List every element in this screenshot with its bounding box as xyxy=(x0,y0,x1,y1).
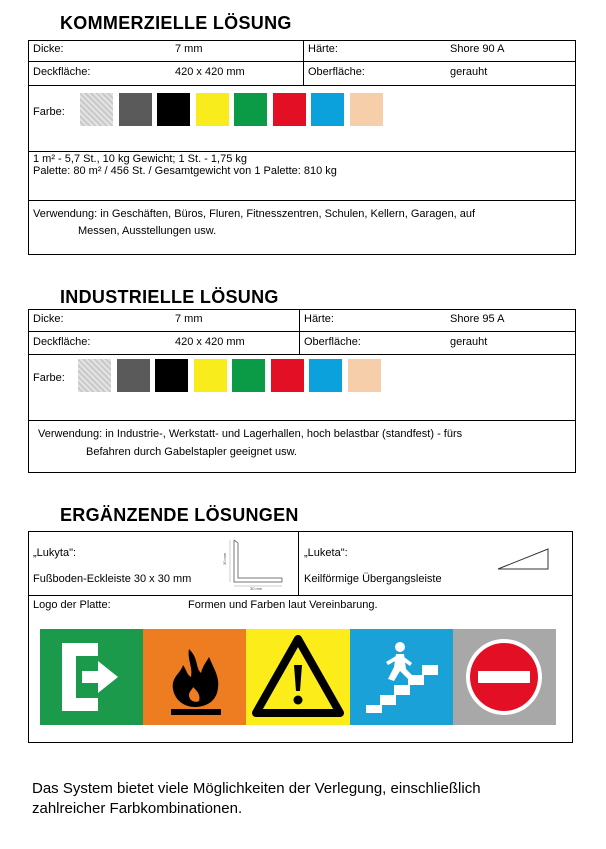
industrial-thickness-label: Dicke: xyxy=(33,313,64,325)
color-swatch xyxy=(117,359,150,392)
commercial-top-value: 420 x 420 mm xyxy=(175,66,245,78)
color-swatch xyxy=(234,93,267,126)
flammable-icon xyxy=(143,629,246,725)
industrial-color-label: Farbe: xyxy=(33,372,65,384)
stairs-exit-icon xyxy=(350,629,453,725)
lukyta-name: „Lukyta": xyxy=(33,547,77,559)
sign-no-entry xyxy=(453,629,556,725)
commercial-hardness-label: Härte: xyxy=(308,43,338,55)
industrial-top-label: Deckfläche: xyxy=(33,336,91,348)
luketa-name: „Luketa": xyxy=(304,547,348,559)
color-swatch xyxy=(155,359,188,392)
no-entry-icon xyxy=(453,629,556,725)
color-swatch xyxy=(348,359,381,392)
color-swatch xyxy=(196,93,229,126)
logo-value: Formen und Farben laut Vereinbarung. xyxy=(188,599,378,611)
color-swatch xyxy=(119,93,152,126)
industrial-usage-line2: Befahren durch Gabelstapler geeignet usw. xyxy=(86,446,297,458)
color-swatch xyxy=(80,93,113,126)
wedge-profile-icon xyxy=(494,545,552,573)
color-swatch xyxy=(78,359,111,392)
emergency-exit-icon xyxy=(40,629,143,725)
commercial-surface-value: gerauht xyxy=(450,66,488,78)
commercial-weight-line1: 1 m² - 5,7 St., 10 kg Gewicht; 1 St. - 1,75 kg xyxy=(33,153,247,165)
commercial-hardness-value: Shore 90 A xyxy=(450,43,505,55)
industrial-top-value: 420 x 420 mm xyxy=(175,336,245,348)
industrial-surface-value: gerauht xyxy=(450,336,488,348)
commercial-usage-line1: Verwendung: in Geschäften, Büros, Fluren, Fitnesszentren, Schulen, Kellern, Garagen, auf xyxy=(33,208,476,220)
color-swatch xyxy=(309,359,342,392)
color-swatch xyxy=(350,93,383,126)
color-swatch xyxy=(157,93,190,126)
industrial-heading: INDUSTRIELLE LÖSUNG xyxy=(60,287,279,307)
commercial-thickness-value: 7 mm xyxy=(175,43,203,55)
lukyta-dim-vertical: 30 mm xyxy=(222,552,227,565)
footer-line2: zahlreicher Farbkombinationen. xyxy=(32,800,243,817)
industrial-usage-line1: Verwendung: in Industrie-, Werkstatt- und Lagerhallen, hoch belastbar (standfest) - fürs xyxy=(38,428,463,440)
commercial-usage-line2: Messen, Ausstellungen usw. xyxy=(78,225,217,237)
sign-flammable xyxy=(143,629,246,725)
commercial-top-label: Deckfläche: xyxy=(33,66,91,78)
sign-emergency-exit xyxy=(40,629,143,725)
lukyta-dim-horizontal: 30 mm xyxy=(250,586,263,591)
logo-label: Logo der Platte: xyxy=(33,599,111,611)
commercial-surface-label: Oberfläche: xyxy=(308,66,365,78)
color-swatch xyxy=(273,93,306,126)
footer-line1: Das System bietet viele Möglichkeiten der Verlegung, einschließlich xyxy=(32,780,481,797)
sign-stairs xyxy=(350,629,453,725)
industrial-hardness-label: Härte: xyxy=(304,313,334,325)
color-swatch xyxy=(311,93,344,126)
luketa-description: Keilförmige Übergangsleiste xyxy=(304,573,442,585)
commercial-heading: KOMMERZIELLE LÖSUNG xyxy=(60,13,292,33)
color-swatch xyxy=(194,359,227,392)
sign-warning xyxy=(246,629,350,725)
commercial-thickness-label: Dicke: xyxy=(33,43,64,55)
industrial-thickness-value: 7 mm xyxy=(175,313,203,325)
warning-icon xyxy=(246,629,350,725)
corner-profile-icon xyxy=(222,535,292,591)
commercial-weight-line2: Palette: 80 m² / 456 St. / Gesamtgewicht von 1 Palette: 810 kg xyxy=(33,165,337,177)
color-swatch xyxy=(271,359,304,392)
industrial-surface-label: Oberfläche: xyxy=(304,336,361,348)
color-swatch xyxy=(232,359,265,392)
lukyta-description: Fußboden-Eckleiste 30 x 30 mm xyxy=(33,573,192,585)
safety-sign-strip xyxy=(40,629,556,725)
supplementary-heading: ERGÄNZENDE LÖSUNGEN xyxy=(60,505,299,525)
commercial-color-label: Farbe: xyxy=(33,106,65,118)
industrial-hardness-value: Shore 95 A xyxy=(450,313,505,325)
